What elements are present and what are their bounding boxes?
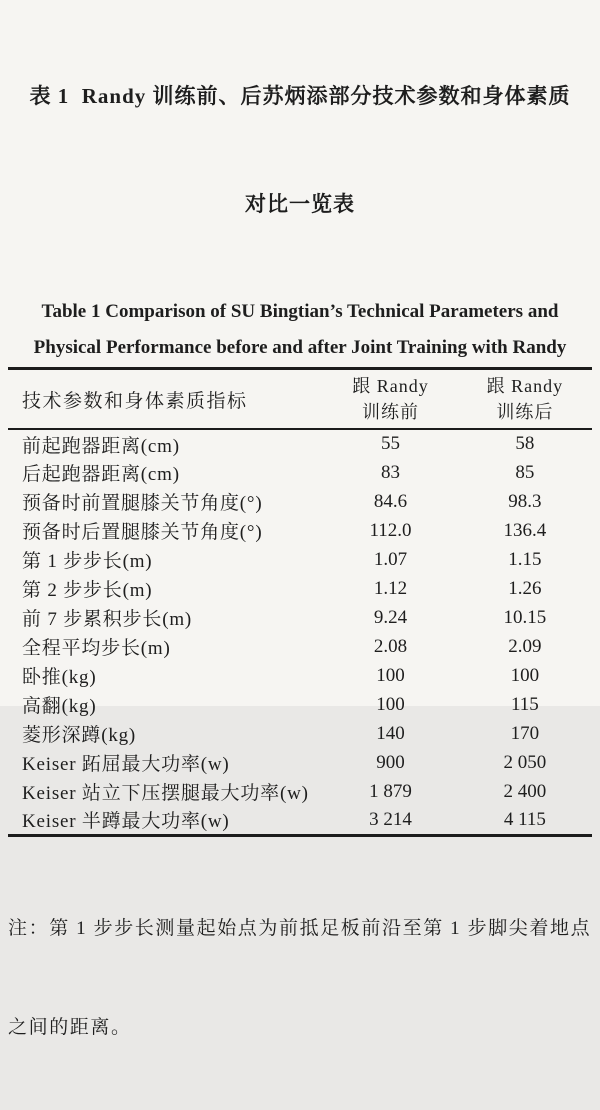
- row-label: 预备时前置腿膝关节角度(°): [22, 493, 263, 514]
- table-row: [8, 516, 592, 545]
- value-after: 2 050: [503, 751, 547, 773]
- column-header-after-line2: 训练后: [496, 402, 554, 422]
- table-row: [8, 748, 592, 777]
- value-before: 1.12: [373, 577, 408, 599]
- table-header-row: [8, 369, 592, 430]
- footnote-line1: 注：第 1 步步长测量起始点为前抵足板前沿至第 1 步脚尖着地点: [8, 917, 592, 939]
- table-row: [8, 458, 592, 487]
- row-label: 全程平均步长(m): [22, 638, 171, 659]
- value-after: 136.4: [503, 519, 547, 541]
- value-after: 4 115: [503, 808, 546, 830]
- row-label: 高翻(kg): [22, 696, 97, 717]
- value-after: 115: [510, 693, 539, 715]
- column-header-after: [458, 369, 592, 430]
- table-row: [8, 777, 592, 806]
- value-before: 1 879: [369, 780, 412, 802]
- row-label: Keiser 半蹲最大功率(w): [22, 811, 230, 833]
- footnote-line2: 之间的距离。: [8, 1016, 132, 1038]
- table-title-english: [8, 294, 592, 366]
- value-before: 55: [381, 433, 401, 454]
- row-label: 第 2 步步长(m): [22, 580, 153, 601]
- row-label: Keiser 跖屈最大功率(w): [22, 754, 230, 775]
- value-before: 84.6: [373, 490, 408, 512]
- table-row: [8, 806, 592, 835]
- row-label: 后起跑器距离(cm): [22, 464, 180, 485]
- column-header-before-line2: 训练前: [362, 402, 420, 422]
- value-after: 85: [515, 461, 535, 483]
- table-row: [8, 603, 592, 632]
- value-after: 1.15: [508, 548, 542, 570]
- value-before: 83: [381, 461, 401, 483]
- value-after: 58: [515, 433, 535, 454]
- value-after: 2.09: [508, 635, 542, 657]
- column-header-before-line1: 跟 Randy: [352, 376, 429, 396]
- column-header-before: [323, 369, 457, 430]
- column-header-indicator: 技术参数和身体素质指标: [22, 390, 248, 412]
- row-label: 前起跑器距离(cm): [22, 435, 180, 457]
- value-before: 1.07: [373, 548, 408, 570]
- value-after: 10.15: [503, 606, 547, 628]
- value-after: 2 400: [503, 780, 547, 802]
- row-label: 预备时后置腿膝关节角度(°): [22, 522, 263, 543]
- table-row: [8, 661, 592, 690]
- value-after: 98.3: [508, 490, 542, 512]
- value-before: 100: [376, 693, 405, 715]
- value-before: 2.08: [373, 635, 408, 657]
- row-label: 卧推(kg): [22, 667, 97, 688]
- title-zh-line1: 表 1 Randy 训练前、后苏炳添部分技术参数和身体素质: [29, 84, 571, 108]
- value-after: 170: [510, 722, 540, 744]
- comparison-table: [8, 367, 592, 837]
- column-header-after-line1: 跟 Randy: [486, 376, 564, 396]
- value-after: 1.26: [508, 577, 542, 599]
- title-zh-line2: 对比一览表: [245, 192, 355, 216]
- table-title-chinese: [8, 6, 592, 294]
- value-before: 3 214: [369, 808, 412, 830]
- title-en-line2: Physical Performance before and after Joint Training with Randy: [33, 337, 567, 358]
- value-before: 112.0: [369, 519, 412, 541]
- table-row: [8, 487, 592, 516]
- value-before: 100: [376, 664, 405, 686]
- value-before: 900: [376, 751, 405, 773]
- table-row: [8, 632, 592, 661]
- table-row: [8, 429, 592, 458]
- value-before: 9.24: [373, 606, 408, 628]
- row-label: 菱形深蹲(kg): [22, 725, 137, 746]
- title-en-line1: Table 1 Comparison of SU Bingtian’s Technical Parameters and: [41, 301, 559, 322]
- row-label: 第 1 步步长(m): [22, 551, 153, 572]
- table-row: [8, 574, 592, 603]
- table-footnote: [8, 846, 592, 1110]
- table-row: [8, 545, 592, 574]
- row-label: Keiser 站立下压摆腿最大功率(w): [22, 783, 309, 804]
- value-after: 100: [510, 664, 540, 686]
- table-row: [8, 719, 592, 748]
- value-before: 140: [376, 722, 405, 744]
- row-label: 前 7 步累积步长(m): [22, 609, 193, 630]
- table-row: [8, 690, 592, 719]
